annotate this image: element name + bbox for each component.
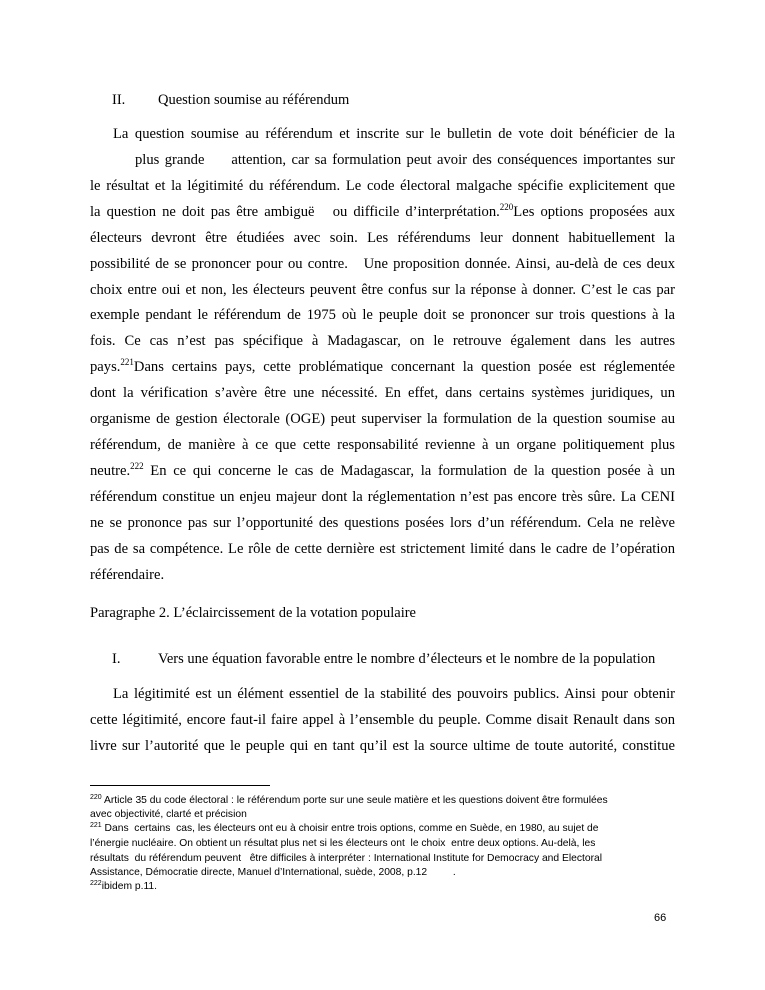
text-line: possibilité de se prononcer pour ou contre. Une proposition donnée. Ainsi, au-delà de ces deux — [90, 256, 675, 272]
text-line: la question ne doit pas être ambiguë ou difficile d’interprétation.$^{220}$Les options proposées aux — [90, 202, 675, 220]
section-title: Vers une équation favorable entre le nombre d’électeurs et le nombre de la population — [158, 651, 656, 667]
text-line: La question soumise au référendum et inscrite sur le bulletin de vote doit bénéficier de la — [113, 126, 675, 142]
text-line: le résultat et la légitimité du référendum. Le code électoral malgache spécifie explicitement que — [90, 178, 675, 194]
footnote-220: $^{220}$ Article 35 du code électoral : le référendum porte sur une seule matière et les questions doivent être formulées — [90, 794, 608, 806]
text-line: choix entre oui et non, les électeurs peuvent être confus sur la réponse à donner. C’est le cas par — [90, 282, 675, 298]
footnote-line: avec objectivité, clarté et précision — [90, 809, 247, 820]
text-line: plus grande attention, car sa formulation peut avoir des conséquences importantes sur — [135, 152, 675, 168]
footnote-line: Assistance, Démocratie directe, Manuel d’International, suède, 2008, p.12 . — [90, 867, 456, 878]
text-line: La légitimité est un élément essentiel de la stabilité des pouvoirs publics. Ainsi pour obtenir — [113, 686, 675, 702]
footnote-ref-222[interactable]: 222 — [130, 461, 144, 471]
footnote-221: $^{221}$ Dans certains cas, les électeurs ont eu à choisir entre trois options, comme en Suède, en 1980, au sujet de — [90, 822, 599, 834]
section-title: Question soumise au référendum — [158, 92, 350, 108]
text-line: livre sur l’autorité que le peuple qui en tant qu’il est la source ultime de toute autorité, constitue — [90, 738, 675, 754]
text-line: organisme de gestion électorale (OGE) peut superviser la formulation de la question soumise au — [90, 411, 675, 427]
page-number: 66 — [654, 912, 667, 924]
footnote-separator — [90, 785, 270, 786]
footnote-line: l’énergie nucléaire. On obtient un résultat plus net si les électeurs ont le choix entre deux options. Au-delà, les — [90, 838, 596, 849]
footnote-ref-220[interactable]: 220 — [499, 202, 514, 212]
text-line: électeurs devront être étudiées avec soin. Les référendums leur donnent habituellement la — [90, 230, 675, 246]
text-line: ne se prononce pas sur l’opportunité des questions posées lors d’un référendum. Cela ne relève — [90, 515, 675, 531]
text-line: fois. Ce cas n’est pas spécifique à Madagascar, on le retrouve également dans les autres — [90, 333, 675, 349]
footnote-222: $^{222}$ibidem p.11. — [90, 880, 158, 892]
paragraph-heading: Paragraphe 2. L’éclaircissement de la votation populaire — [90, 605, 416, 621]
section-number: II. — [112, 92, 126, 108]
text-line: référendum constitue un enjeu majeur dont la réglementation n’est pas encore très sûre. La CENI — [90, 489, 675, 505]
text-line: exemple pendant le référendum de 1975 où le peuple doit se prononcer sur trois questions à la — [90, 307, 675, 323]
text-line: référendaire. — [90, 567, 165, 583]
text-line: neutre.$^{222}$ En ce qui concerne le cas de Madagascar, la formulation de la question posée à un — [90, 461, 675, 479]
footnote-ref-221[interactable]: 221 — [120, 357, 134, 367]
footnote-line: résultats du référendum peuvent être difficiles à interpréter : International Institute for Democracy and Electoral — [90, 853, 603, 864]
text-line: pas de sa compétence. Le rôle de cette dernière est strictement limité dans le cadre de l’opération — [90, 541, 675, 557]
text-line: cette légitimité, encore faut-il faire appel à l’ensemble du peuple. Comme disait Renault dans son — [90, 712, 675, 728]
section-number: I. — [112, 651, 121, 667]
text-line: référendum, de manière à ce que cette responsabilité revienne à un organe politiquement plus — [90, 437, 675, 453]
text-line: dont la vérification s’avère être une nécessité. En effet, dans certains systèmes juridiques, un — [90, 385, 675, 401]
text-line: pays.$^{221}$Dans certains pays, cette problématique concernant la question posée est réglementée — [90, 357, 675, 375]
